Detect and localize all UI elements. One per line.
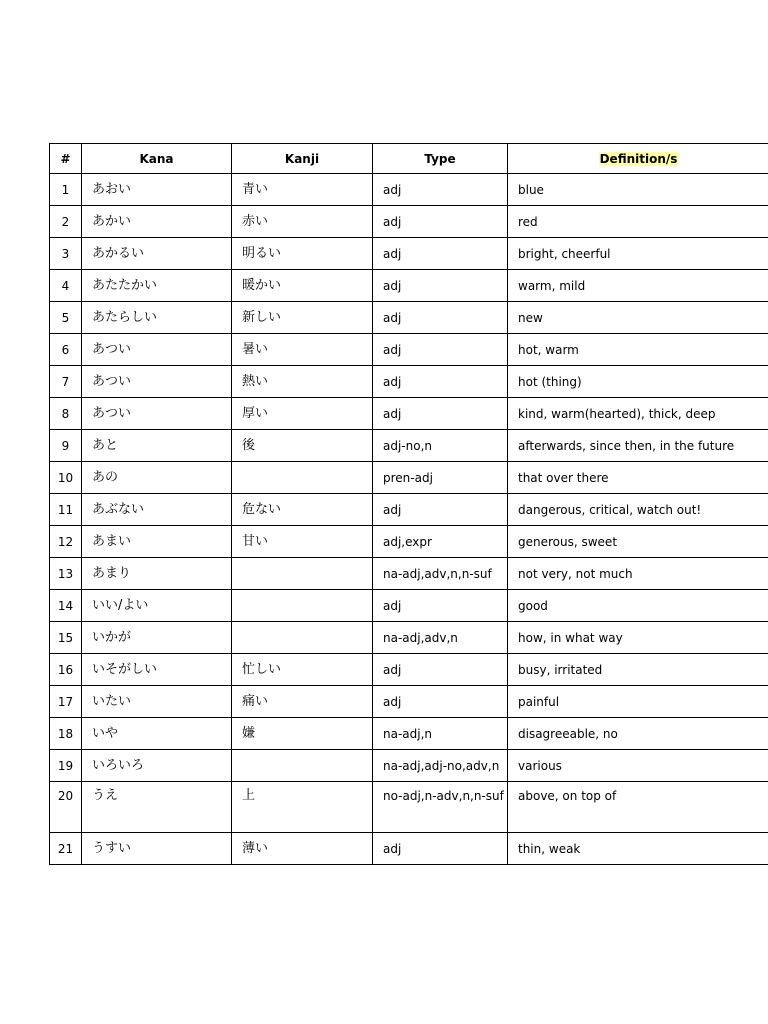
kana-cell: あと [82, 430, 232, 462]
table-header [50, 144, 768, 174]
definition-cell: red [508, 206, 768, 238]
kanji-cell [232, 462, 373, 494]
type-cell: na-adj,n [373, 718, 508, 750]
definition-cell: various [508, 750, 768, 782]
table-body [50, 174, 768, 865]
kana-cell: いろいろ [82, 750, 232, 782]
row-number: 4 [50, 270, 82, 302]
row-number: 17 [50, 686, 82, 718]
type-cell: adj [373, 833, 508, 865]
table-row [50, 590, 768, 622]
kanji-cell: 甘い [232, 526, 373, 558]
table-row [50, 174, 768, 206]
row-number: 3 [50, 238, 82, 270]
table-row [50, 462, 768, 494]
definition-cell: good [508, 590, 768, 622]
kanji-cell: 薄い [232, 833, 373, 865]
kanji-cell: 厚い [232, 398, 373, 430]
kanji-cell [232, 558, 373, 590]
type-cell: na-adj,adj-no,adv,n [373, 750, 508, 782]
table-row [50, 833, 768, 865]
row-number: 6 [50, 334, 82, 366]
table-row [50, 686, 768, 718]
kanji-cell: 忙しい [232, 654, 373, 686]
definition-cell: dangerous, critical, watch out! [508, 494, 768, 526]
table-row [50, 206, 768, 238]
kana-cell: あまり [82, 558, 232, 590]
table-row [50, 302, 768, 334]
type-cell: adj [373, 174, 508, 206]
type-cell: adj [373, 334, 508, 366]
type-cell: adj,expr [373, 526, 508, 558]
row-number: 18 [50, 718, 82, 750]
type-cell: na-adj,adv,n,n-suf [373, 558, 508, 590]
table-row [50, 558, 768, 590]
table-row [50, 782, 768, 833]
kanji-cell: 後 [232, 430, 373, 462]
kanji-cell [232, 590, 373, 622]
kanji-cell: 上 [232, 782, 373, 833]
definition-cell: not very, not much [508, 558, 768, 590]
type-cell: adj-no,n [373, 430, 508, 462]
definition-cell: bright, cheerful [508, 238, 768, 270]
table-row [50, 270, 768, 302]
definition-cell: how, in what way [508, 622, 768, 654]
header-kana: Kana [82, 144, 232, 174]
type-cell: pren-adj [373, 462, 508, 494]
type-cell: adj [373, 654, 508, 686]
type-cell: adj [373, 206, 508, 238]
definition-cell: hot (thing) [508, 366, 768, 398]
row-number: 19 [50, 750, 82, 782]
kanji-cell: 嫌 [232, 718, 373, 750]
type-cell: adj [373, 398, 508, 430]
kana-cell: いかが [82, 622, 232, 654]
kanji-cell: 熱い [232, 366, 373, 398]
table-row [50, 750, 768, 782]
kana-cell: あおい [82, 174, 232, 206]
kanji-cell: 明るい [232, 238, 373, 270]
type-cell: adj [373, 590, 508, 622]
definition-cell: new [508, 302, 768, 334]
row-number: 7 [50, 366, 82, 398]
table-row [50, 334, 768, 366]
kanji-cell: 青い [232, 174, 373, 206]
kana-cell: あかるい [82, 238, 232, 270]
vocabulary-table [49, 143, 768, 865]
kana-cell: あの [82, 462, 232, 494]
row-number: 8 [50, 398, 82, 430]
row-number: 20 [50, 782, 82, 833]
table-row [50, 654, 768, 686]
table-row [50, 430, 768, 462]
row-number: 16 [50, 654, 82, 686]
row-number: 2 [50, 206, 82, 238]
row-number: 15 [50, 622, 82, 654]
definition-cell: kind, warm(hearted), thick, deep [508, 398, 768, 430]
header-row [50, 144, 768, 174]
kana-cell: いや [82, 718, 232, 750]
type-cell: adj [373, 270, 508, 302]
table-row [50, 494, 768, 526]
kana-cell: あまい [82, 526, 232, 558]
table-row [50, 526, 768, 558]
type-cell: no-adj,n-adv,n,n-suf [373, 782, 508, 833]
header-kanji: Kanji [232, 144, 373, 174]
definition-cell: thin, weak [508, 833, 768, 865]
type-cell: adj [373, 494, 508, 526]
kanji-cell: 危ない [232, 494, 373, 526]
table-row [50, 366, 768, 398]
kanji-cell [232, 622, 373, 654]
table-row [50, 622, 768, 654]
definition-cell: that over there [508, 462, 768, 494]
definition-cell: busy, irritated [508, 654, 768, 686]
definition-cell: afterwards, since then, in the future [508, 430, 768, 462]
table-row [50, 718, 768, 750]
definition-cell: blue [508, 174, 768, 206]
kana-cell: あつい [82, 334, 232, 366]
kana-cell: いたい [82, 686, 232, 718]
row-number: 1 [50, 174, 82, 206]
type-cell: adj [373, 238, 508, 270]
type-cell: adj [373, 686, 508, 718]
row-number: 21 [50, 833, 82, 865]
kana-cell: あたらしい [82, 302, 232, 334]
kanji-cell [232, 750, 373, 782]
kana-cell: いい/よい [82, 590, 232, 622]
row-number: 14 [50, 590, 82, 622]
row-number: 9 [50, 430, 82, 462]
type-cell: adj [373, 302, 508, 334]
row-number: 11 [50, 494, 82, 526]
row-number: 13 [50, 558, 82, 590]
definition-cell: painful [508, 686, 768, 718]
header-definition [508, 144, 768, 174]
definition-cell: above, on top of [508, 782, 768, 833]
row-number: 5 [50, 302, 82, 334]
kana-cell: あたたかい [82, 270, 232, 302]
row-number: 12 [50, 526, 82, 558]
kanji-cell: 暑い [232, 334, 373, 366]
kana-cell: いそがしい [82, 654, 232, 686]
table-row [50, 238, 768, 270]
kana-cell: あぶない [82, 494, 232, 526]
definition-cell: hot, warm [508, 334, 768, 366]
definition-cell: generous, sweet [508, 526, 768, 558]
header-definition-label: Definition/s [599, 151, 678, 166]
kanji-cell: 痛い [232, 686, 373, 718]
header-num: # [50, 144, 82, 174]
kanji-cell: 新しい [232, 302, 373, 334]
kana-cell: うえ [82, 782, 232, 833]
kana-cell: あつい [82, 398, 232, 430]
type-cell: adj [373, 366, 508, 398]
kana-cell: あつい [82, 366, 232, 398]
row-number: 10 [50, 462, 82, 494]
kana-cell: うすい [82, 833, 232, 865]
type-cell: na-adj,adv,n [373, 622, 508, 654]
table-row [50, 398, 768, 430]
header-type: Type [373, 144, 508, 174]
kana-cell: あかい [82, 206, 232, 238]
definition-cell: warm, mild [508, 270, 768, 302]
definition-cell: disagreeable, no [508, 718, 768, 750]
kanji-cell: 赤い [232, 206, 373, 238]
kanji-cell: 暖かい [232, 270, 373, 302]
